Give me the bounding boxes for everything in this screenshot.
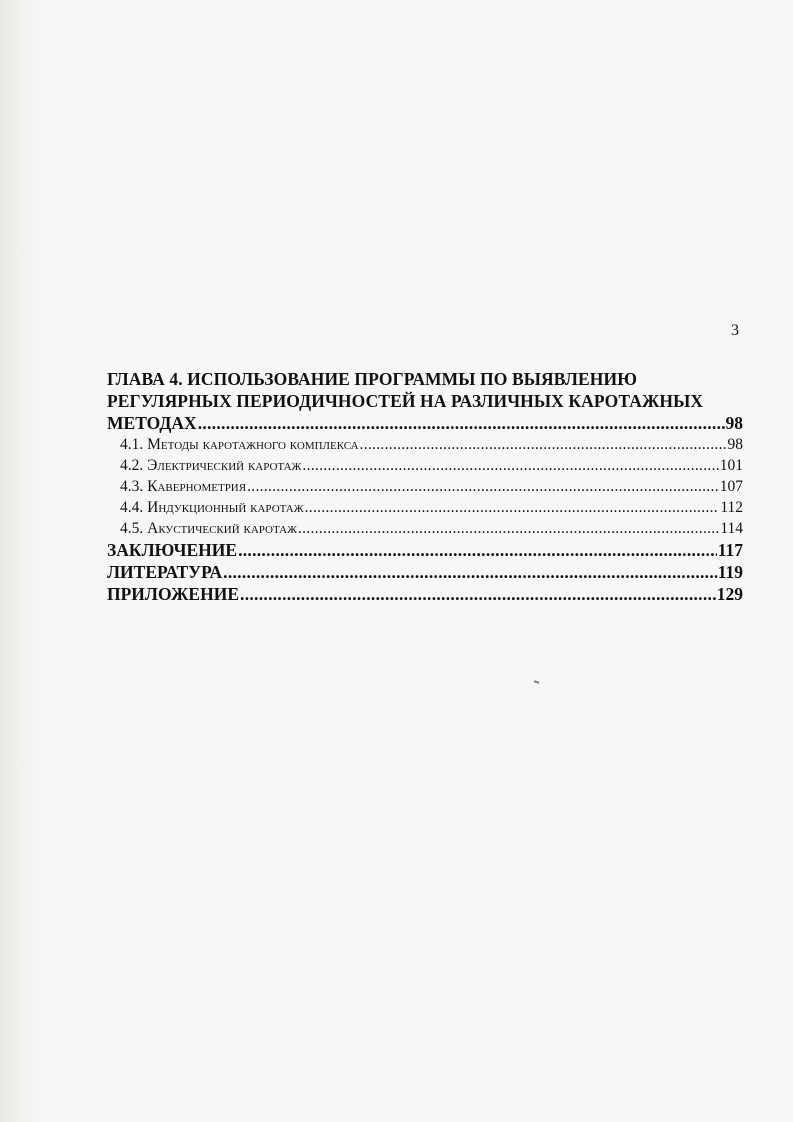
- toc-entry-4-5[interactable]: [107, 518, 743, 539]
- toc-entry-label: 4.1. Методы каротажного комплекса: [120, 436, 359, 453]
- chapter-title-line: РЕГУЛЯРНЫХ ПЕРИОДИЧНОСТЕЙ НА РАЗЛИЧНЫХ КАРОТАЖНЫХ: [107, 391, 704, 411]
- toc-entry-label: ПРИЛОЖЕНИЕ: [107, 584, 240, 604]
- toc-entry-appendix[interactable]: [107, 583, 743, 605]
- toc-entry-page: 107: [719, 478, 743, 495]
- leader-dots: [240, 583, 716, 605]
- toc-entry-page: 117: [717, 540, 743, 560]
- leader-dots: [302, 455, 718, 476]
- leader-dots: [298, 518, 719, 539]
- leader-dots: [247, 476, 719, 497]
- scan-speck: [534, 680, 539, 684]
- leader-dots: [305, 497, 720, 518]
- toc-entry-page: 101: [719, 457, 743, 474]
- toc-entry-label: ЛИТЕРАТУРА: [107, 562, 223, 582]
- toc-entry-page: 114: [720, 520, 743, 537]
- toc-entry-label: 4.3. Кавернометрия: [120, 478, 247, 495]
- toc-entry-conclusion[interactable]: [107, 539, 743, 561]
- toc-entry-label: 4.4. Индукционный каротаж: [120, 499, 304, 516]
- leader-dots: [360, 434, 727, 455]
- toc-entry-page: 98: [725, 413, 743, 433]
- toc-entry-4-4[interactable]: [107, 497, 743, 518]
- chapter-title-line: ГЛАВА 4. ИСПОЛЬЗОВАНИЕ ПРОГРАММЫ ПО ВЫЯВЛЕНИЮ: [107, 369, 637, 389]
- leader-dots: [198, 412, 725, 434]
- toc-entry-page: 129: [716, 584, 743, 604]
- toc-entry-page: 119: [717, 562, 743, 582]
- toc-entry-page: 112: [720, 499, 743, 516]
- toc-entry-label: ЗАКЛЮЧЕНИЕ: [107, 540, 238, 560]
- toc-entry-label: 4.2. Электрический каротаж: [120, 457, 302, 474]
- toc-entry-4-2[interactable]: [107, 455, 743, 476]
- table-of-contents: [107, 368, 743, 605]
- leader-dots: [238, 539, 717, 561]
- leader-dots: [223, 561, 717, 583]
- toc-entry-page: 98: [727, 436, 743, 453]
- toc-entry-4-3[interactable]: [107, 476, 743, 497]
- toc-entry-label: МЕТОДАХ: [107, 413, 197, 433]
- toc-entry-4-1[interactable]: [107, 434, 743, 455]
- page-number: 3: [731, 322, 739, 339]
- toc-entry-label: 4.5. Акустический каротаж: [120, 520, 297, 537]
- toc-entry-literature[interactable]: [107, 561, 743, 583]
- scan-shadow: [0, 0, 48, 1122]
- toc-entry-chapter-4[interactable]: [107, 412, 743, 434]
